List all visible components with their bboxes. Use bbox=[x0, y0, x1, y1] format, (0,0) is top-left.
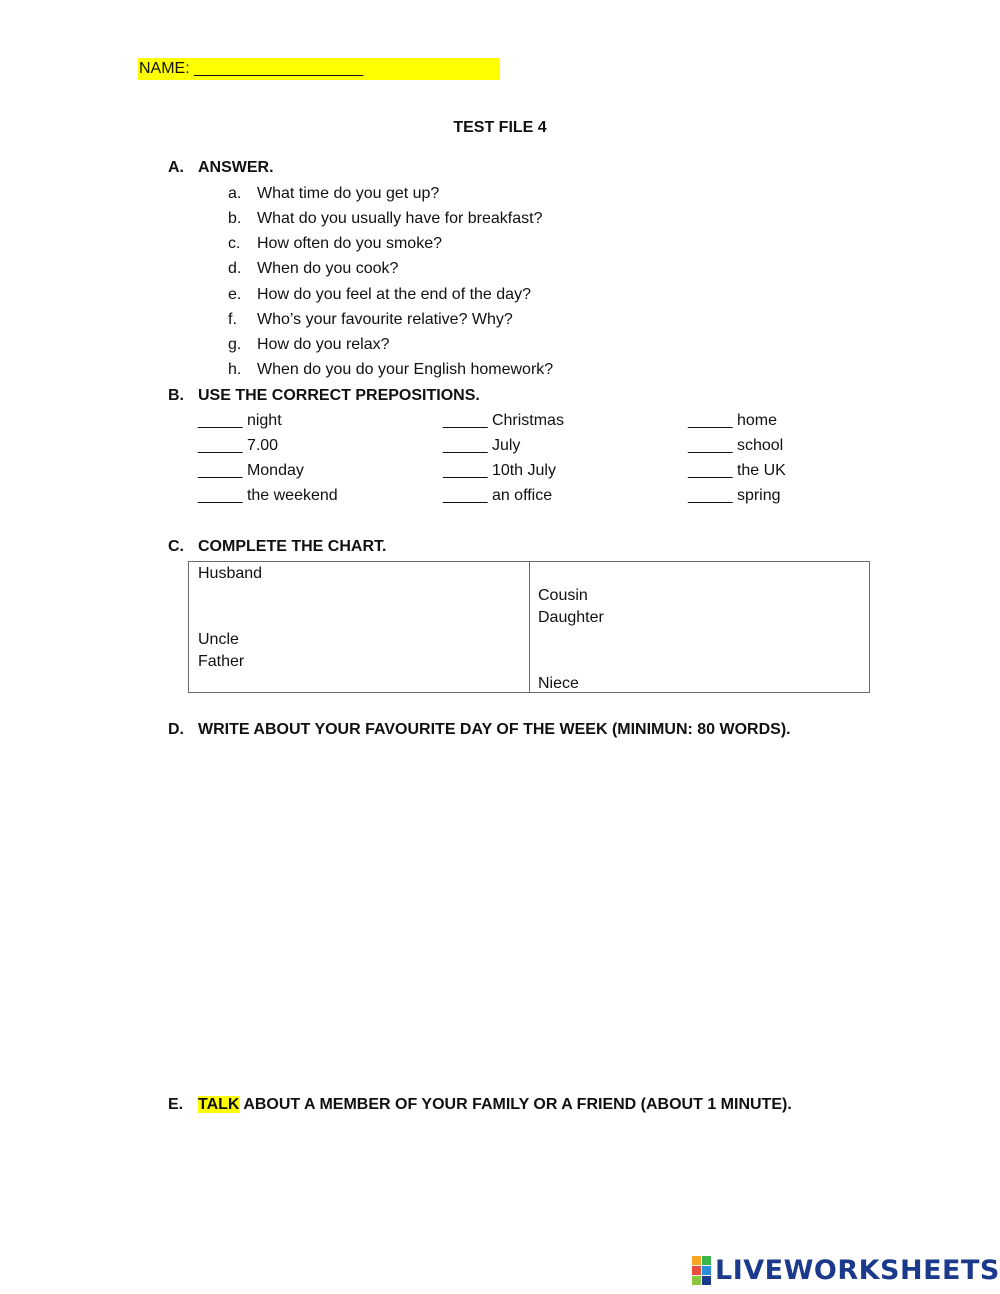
section-c-letter: C. bbox=[168, 538, 184, 555]
preposition-item: _____ the weekend bbox=[198, 487, 338, 504]
section-a-title: ANSWER. bbox=[198, 159, 274, 176]
preposition-item: _____ July bbox=[443, 437, 521, 454]
question-letter: a. bbox=[228, 185, 242, 202]
chart-word: Husband bbox=[198, 565, 263, 582]
liveworksheets-logo bbox=[692, 1254, 1000, 1286]
name-label: NAME: ___________________ bbox=[139, 60, 364, 77]
question-letter: g. bbox=[228, 336, 242, 353]
section-d-letter: D. bbox=[168, 721, 184, 738]
logo-block bbox=[702, 1256, 711, 1265]
question-letter: f. bbox=[228, 311, 237, 328]
logo-block bbox=[702, 1276, 711, 1285]
preposition-item: _____ an office bbox=[443, 487, 553, 504]
question-letter: d. bbox=[228, 260, 242, 277]
chart-word: Uncle bbox=[198, 631, 239, 648]
section-d-title: WRITE ABOUT YOUR FAVOURITE DAY OF THE WEEK (MINIMUN: 80 WORDS). bbox=[198, 721, 791, 738]
family-chart bbox=[188, 561, 870, 693]
question-letter: c. bbox=[228, 235, 241, 252]
highlighted-word: TALK bbox=[198, 1096, 240, 1113]
preposition-item: _____ 7.00 bbox=[198, 437, 279, 454]
preposition-item: _____ the UK bbox=[688, 462, 786, 479]
preposition-item: _____ Christmas bbox=[443, 412, 564, 429]
question-text: How often do you smoke? bbox=[257, 235, 442, 252]
section-e-letter: E. bbox=[168, 1096, 184, 1113]
name-field[interactable] bbox=[138, 58, 500, 80]
logo-block bbox=[702, 1266, 711, 1275]
section-e-title bbox=[198, 1095, 792, 1115]
logo-block bbox=[692, 1256, 701, 1265]
question-text: When do you cook? bbox=[257, 260, 399, 277]
chart-word: Father bbox=[198, 653, 245, 670]
preposition-item: _____ school bbox=[688, 437, 784, 454]
preposition-item: _____ spring bbox=[688, 487, 781, 504]
section-c-title: COMPLETE THE CHART. bbox=[198, 538, 387, 555]
question-text: Who’s your favourite relative? Why? bbox=[257, 311, 513, 328]
chart-word: Daughter bbox=[538, 609, 604, 626]
preposition-item: _____ night bbox=[198, 412, 282, 429]
question-text: When do you do your English homework? bbox=[257, 361, 554, 378]
question-text: What do you usually have for breakfast? bbox=[257, 210, 543, 227]
logo-text: LIVEWORKSHEETS bbox=[715, 1254, 1000, 1286]
section-a-letter: A. bbox=[168, 159, 184, 176]
question-letter: h. bbox=[228, 361, 242, 378]
question-text: What time do you get up? bbox=[257, 185, 440, 202]
writing-area[interactable] bbox=[198, 748, 870, 1078]
chart-word: Niece bbox=[538, 675, 579, 692]
section-b-title: USE THE CORRECT PREPOSITIONS. bbox=[198, 387, 480, 404]
section-b-letter: B. bbox=[168, 387, 184, 404]
section-e-title-rest: ABOUT A MEMBER OF YOUR FAMILY OR A FRIEND (ABOUT 1 MINUTE). bbox=[239, 1096, 792, 1113]
chart-divider bbox=[529, 562, 530, 692]
chart-word: Cousin bbox=[538, 587, 588, 604]
preposition-item: _____ home bbox=[688, 412, 777, 429]
question-text: How do you feel at the end of the day? bbox=[257, 286, 531, 303]
question-letter: e. bbox=[228, 286, 242, 303]
preposition-item: _____ Monday bbox=[198, 462, 304, 479]
logo-block bbox=[692, 1276, 701, 1285]
page-title: TEST FILE 4 bbox=[453, 119, 547, 136]
question-text: How do you relax? bbox=[257, 336, 390, 353]
question-letter: b. bbox=[228, 210, 242, 227]
logo-block bbox=[692, 1266, 701, 1275]
preposition-item: _____ 10th July bbox=[443, 462, 556, 479]
logo-blocks-icon bbox=[692, 1256, 711, 1285]
